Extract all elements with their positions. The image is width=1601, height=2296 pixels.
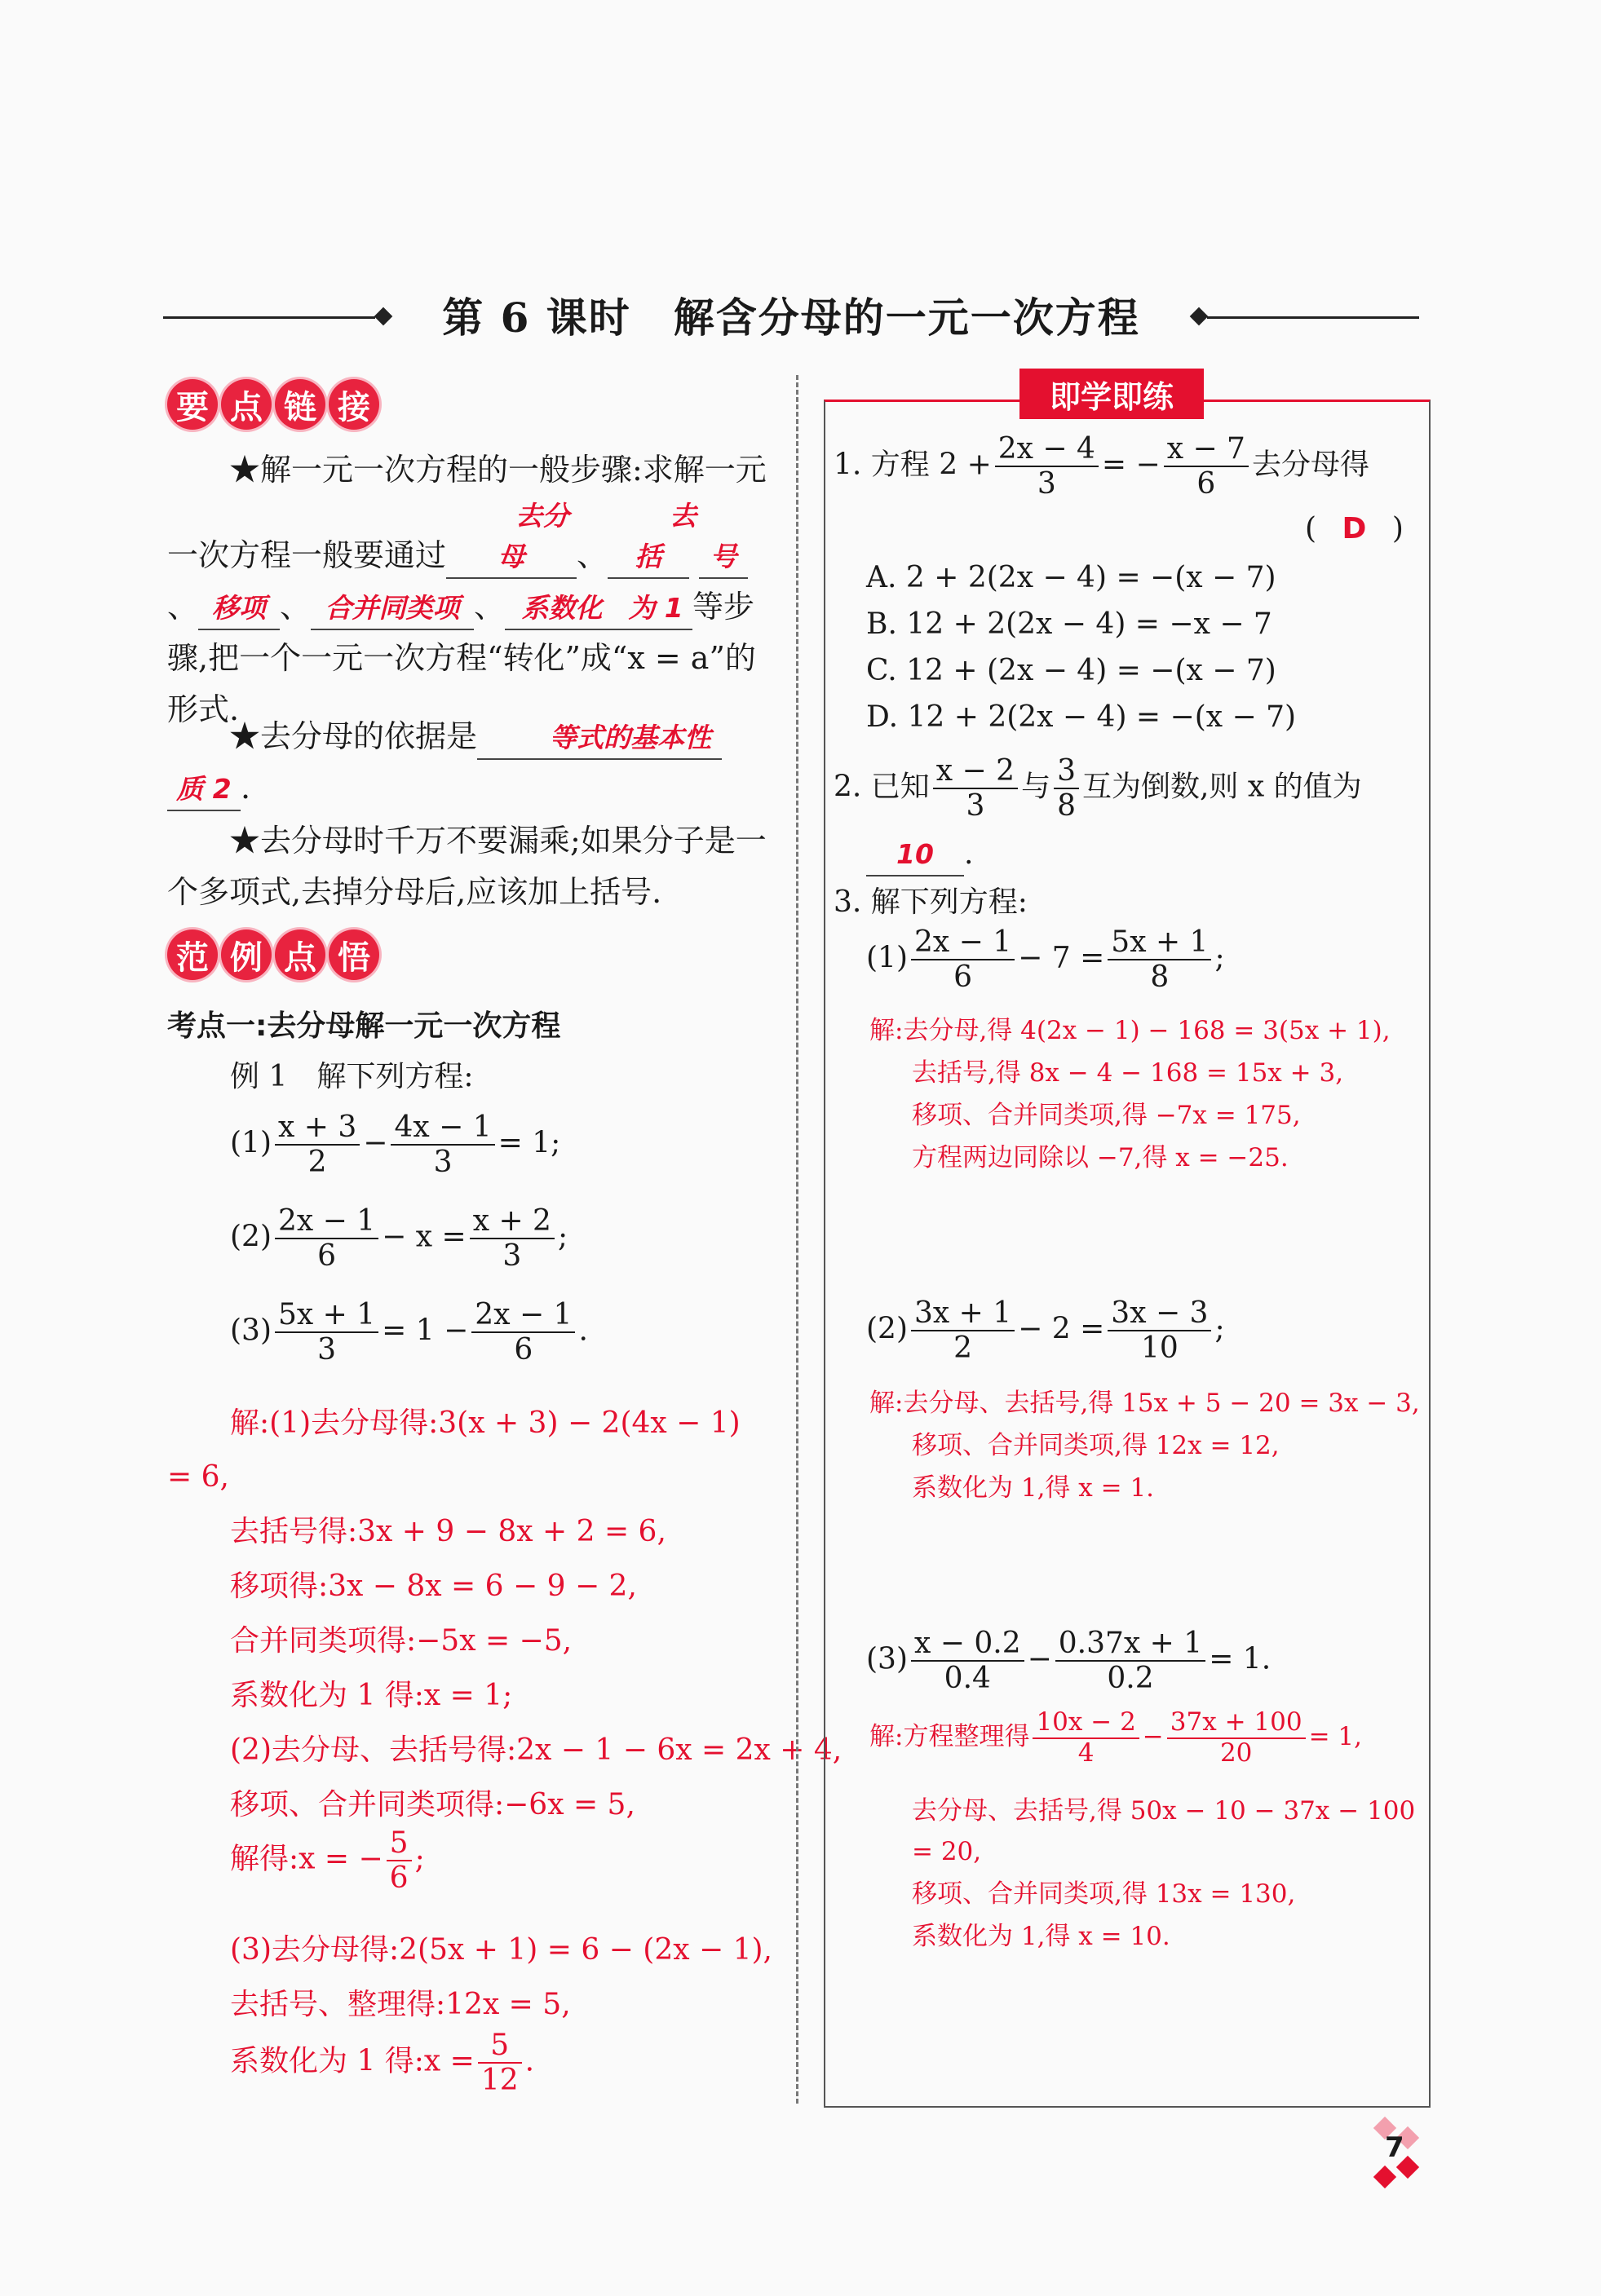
solution-line: 解:去分母、去括号,得 15x + 5 − 20 = 3x − 3, [869,1389,1420,1418]
example-solution-line: 去括号得:3x + 9 − 8x + 2 = 6, [230,1515,666,1548]
solution-line: = 20, [912,1837,982,1866]
badge-char: 例 [221,929,272,980]
question-1: 1. 方程 2 + $\frac{2x - 4}{3}$ = − $\frac{x - 7}{6}$ 去分母得 [834,432,1369,501]
option-b: B. 12 + 2(2x − 4) = −x − 7 [866,607,1272,641]
solution-line: 移项、合并同类项,得 13x = 130, [912,1879,1296,1909]
example-solution-line: 系数化为 1 得:x = 1; [230,1679,513,1712]
solution-line: 系数化为 1,得 x = 10. [912,1922,1170,1951]
title-text: 第 6 课时 解含分母的一元一次方程 [442,294,1140,342]
question-1-answer: ( D ) [1305,512,1404,545]
example-label: 例 1 解下列方程: [230,1060,474,1093]
answer-blank: 去括 [608,496,689,579]
question-3-2: (2) $\frac{3x + 1}{2}$ − 2 = $\frac{3x - 3}{10}$ ; [866,1296,1225,1366]
example-solution-line: 移项、合并同类项得:−6x = 5, [230,1788,635,1821]
decor-hex [1373,2166,1396,2188]
option-a: A. 2 + 2(2x − 4) = −(x − 7) [866,561,1276,594]
answer-blank: 质 2 [167,769,241,811]
column-divider [796,375,798,2104]
question-2-answer: 10 . [866,834,973,876]
answer-blank: 10 [866,834,964,876]
example-solution-line: (3)去分母得:2(5x + 1) = 6 − (2x − 1), [230,1933,772,1967]
option-c: C. 12 + (2x − 4) = −(x − 7) [866,654,1276,687]
solution-line: 移项、合并同类项,得 12x = 12, [912,1431,1280,1460]
example-solution-fraction-2: 系数化为 1 得:x = $\frac{5}{12}$ . [230,2029,535,2098]
example-solution-fraction-1: 解得:x = − $\frac{5}{6}$ ; [230,1826,425,1896]
example-solution-line: 去括号、整理得:12x = 5, [230,1988,571,2021]
badge-char: 要 [167,379,218,430]
section-badge-key-points [167,379,379,430]
solution-line: 去分母、去括号,得 50x − 10 − 37x − 100 [912,1796,1416,1826]
exam-point-heading: 考点一:去分母解一元一次方程 [167,1009,561,1043]
key-point-warning: ★去分母时千万不要漏乘;如果分子是一个多项式,去掉分母后,应该加上括号. [167,823,767,910]
page-number: 7 [1385,2131,1404,2164]
key-point-steps: ★解一元一次方程的一般步骤:求解一元一次方程一般要通过去分母 、去括 号、 移项 、 合并同类项 、 系数化 为 1 等步骤,把一个一元一次方程“转化”成“x = a”的形式. [167,452,767,727]
badge-char: 点 [221,379,272,430]
answer-blank: 系数化 [505,588,619,630]
solution-line: 解:去分母,得 4(2x − 1) − 168 = 3(5x + 1), [869,1016,1391,1045]
answer-blank: 去分母 [446,496,577,579]
section-badge-examples [167,929,379,980]
solution-line: 去括号,得 8x − 4 − 168 = 15x + 3, [912,1058,1344,1088]
badge-char: 链 [275,379,325,430]
example-equation-1: (1) $\frac{x + 3}{2}$ − $\frac{4x - 1}{3}$ = 1; [230,1110,561,1180]
key-point-basis: ★去分母的依据是 等式的基本性质 2 . [167,711,771,814]
question-3: 3. 解下列方程: [834,885,1028,919]
lesson-title [163,285,1419,351]
answer-blank: 等式的基本性 [477,718,722,760]
question-3-1: (1) $\frac{2x - 1}{6}$ − 7 = $\frac{5x + 1}{8}$ ; [866,925,1225,995]
question-3-3: (3) $\frac{x - 0.2}{0.4}$ − $\frac{0.37x + 1}{0.2}$ = 1. [866,1627,1272,1696]
example-solution-line: (2)去分母、去括号得:2x − 1 − 6x = 2x + 4, [230,1733,843,1767]
answer-blank: 为 1 [619,588,692,630]
title-rule-right [1207,316,1419,319]
example-equation-2: (2) $\frac{2x - 1}{6}$ − x = $\frac{x + 2}{3}$ ; [230,1204,568,1274]
solution-line: 方程两边同除以 −7,得 x = −25. [912,1143,1289,1172]
answer-choice: D [1342,512,1367,545]
solution-line: 系数化为 1,得 x = 1. [912,1473,1155,1503]
example-equation-3: (3) $\frac{5x + 1}{3}$ = 1 − $\frac{2x - 1}{6}$ . [230,1298,588,1367]
option-d: D. 12 + 2(2x − 4) = −(x − 7) [866,700,1297,734]
example-solution-line: 解:(1)去分母得:3(x + 3) − 2(4x − 1) [230,1406,741,1440]
example-solution-line: 移项得:3x − 8x = 6 − 9 − 2, [230,1570,637,1603]
badge-char: 悟 [329,929,379,980]
answer-blank: 移项 [198,588,280,630]
badge-char: 接 [329,379,379,430]
example-solution-line: 合并同类项得:−5x = −5, [230,1624,573,1658]
question-2: 2. 已知 $\frac{x - 2}{3}$ 与 $\frac{3}{8}$ 互为倒数,则 x 的值为 [834,754,1362,823]
solution-line: 移项、合并同类项,得 −7x = 175, [912,1101,1301,1130]
solution-fraction-line: 解:方程整理得 $\frac{10x - 2}{4}$ − $\frac{37x + 100}{20}$ = 1, [869,1707,1362,1768]
practice-tab: 即学即练 [1019,369,1204,419]
badge-char: 点 [275,929,325,980]
answer-blank: 合并同类项 [311,588,474,630]
example-solution-line: = 6, [167,1460,229,1494]
answer-blank: 号 [699,536,748,579]
badge-char: 范 [167,929,218,980]
